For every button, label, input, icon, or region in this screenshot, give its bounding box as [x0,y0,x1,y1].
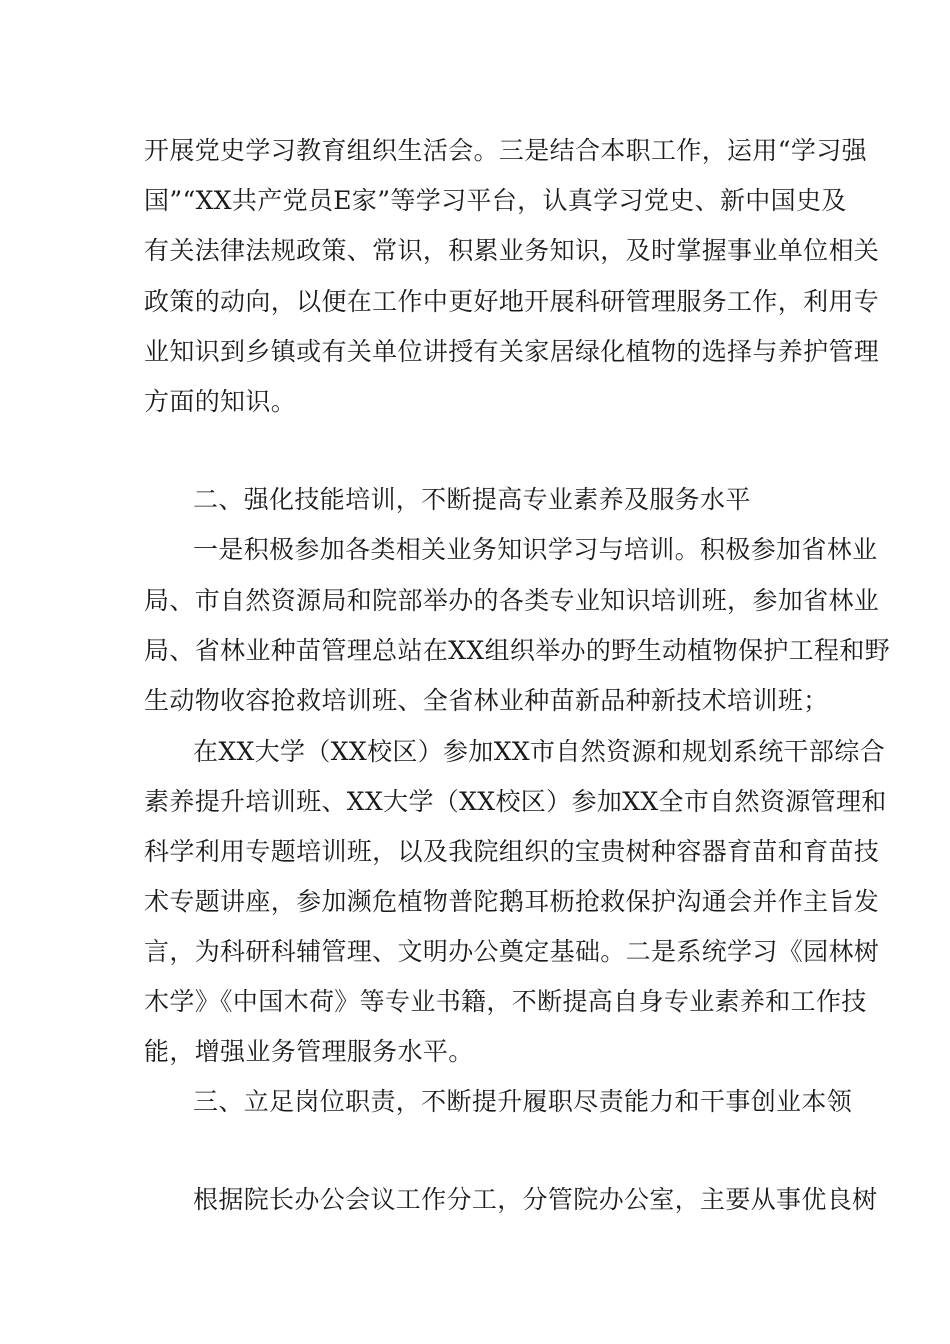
body-text-line: 生动物收容抢救培训班、全省林业种苗新品种新技术培训班； [144,686,829,715]
body-text-line: 术专题讲座，参加濒危植物普陀鹅耳枥抢救保护沟通会并作主旨发 [144,887,880,916]
section-heading: 二、强化技能培训，不断提高专业素养及服务水平 [193,485,751,514]
section-heading: 三、立足岗位职责，不断提升履职尽责能力和干事创业本领 [193,1087,853,1116]
body-text-line: 科学利用专题培训班，以及我院组织的宝贵树种容器育苗和育苗技 [144,837,880,866]
body-text-line: 有关法律法规政策、常识，积累业务知识，及时掌握事业单位相关 [144,236,880,265]
body-text-line: 一是积极参加各类相关业务知识学习与培训。积极参加省林业 [193,535,878,564]
body-text-line: 言，为科研科辅管理、文明办公奠定基础。二是系统学习《园林树 [144,937,880,966]
body-text-line: 根据院长办公会议工作分工，分管院办公室，主要从事优良树 [193,1185,878,1214]
body-text-line: 方面的知识。 [144,387,297,416]
body-text-line: 木学》《中国木荷》等专业书籍，不断提高自身专业素养和工作技 [144,987,867,1016]
body-text-line: 素养提升培训班、XX大学（XX校区）参加XX全市自然资源管理和 [144,787,887,816]
body-text-line: 政策的动向，以便在工作中更好地开展科研管理服务工作，利用专 [144,287,880,316]
body-text-line: 局、市自然资源局和院部举办的各类专业知识培训班，参加省林业 [144,586,880,615]
body-text-line: 业知识到乡镇或有关单位讲授有关家居绿化植物的选择与养护管理 [144,337,880,366]
body-text-line: 国”“XX共产党员E家”等学习平台，认真学习党史、新中国史及 [144,186,847,215]
body-text-line: 开展党史学习教育组织生活会。三是结合本职工作，运用“学习强 [144,136,867,165]
body-text-line: 在XX大学（XX校区）参加XX市自然资源和规划系统干部综合 [193,737,885,766]
body-text-line: 局、省林业种苗管理总站在XX组织举办的野生动植物保护工程和野 [144,636,891,665]
body-text-line: 能，增强业务管理服务水平。 [144,1037,474,1066]
